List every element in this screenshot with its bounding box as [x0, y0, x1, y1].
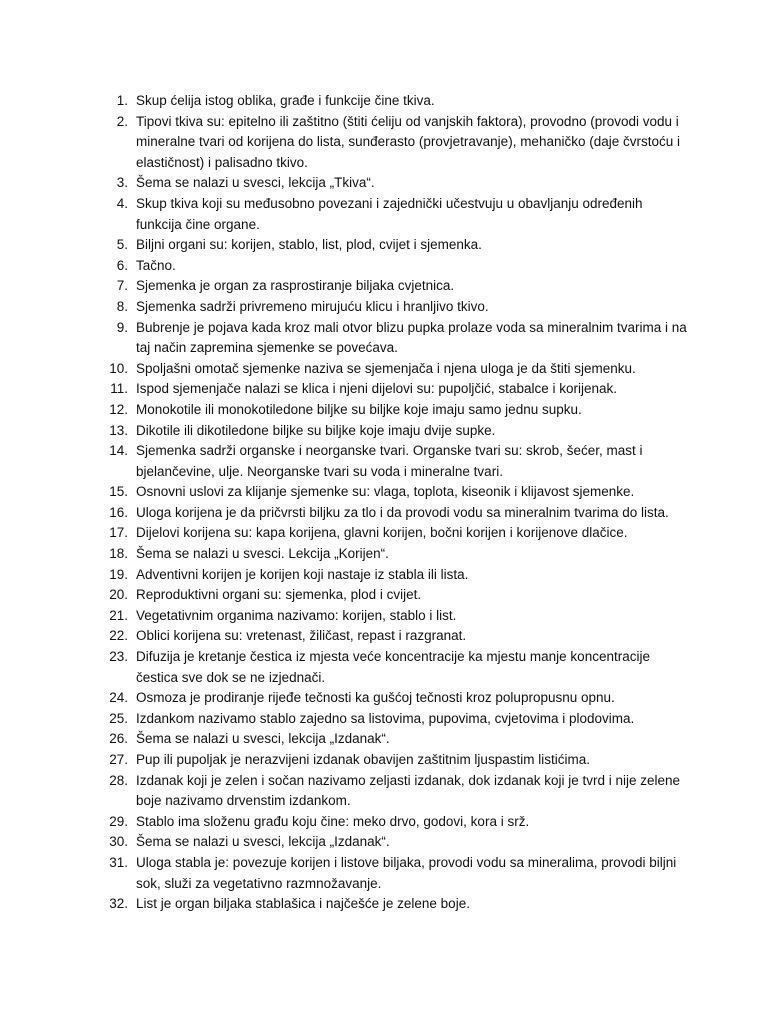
numbered-answer-list — [0, 91, 768, 915]
list-item — [0, 297, 691, 318]
list-item-text: Vegetativnim organima nazivamo: korijen, stablo i list. — [136, 607, 457, 623]
list-item-number: 27. — [109, 752, 128, 767]
list-item — [0, 812, 691, 833]
list-item — [0, 441, 691, 482]
list-item — [0, 853, 691, 894]
list-item-text: Dijelovi korijena su: kapa korijena, glavni korijen, bočni korijen i korijenove dlačice. — [136, 525, 628, 541]
list-item-text: Spoljašni omotač sjemenke naziva se sjemenjača i njena uloga je da štiti sjemenku. — [136, 360, 636, 376]
list-item-text: List je organ biljaka stablašica i najčešće je zelene boje. — [136, 896, 470, 912]
list-item-number: 31. — [109, 854, 128, 870]
list-item — [0, 112, 691, 174]
list-item-number: 2. — [116, 113, 128, 129]
list-item — [0, 235, 691, 256]
list-item-number: 28. — [109, 772, 128, 788]
list-item-text: Tipovi tkiva su: epitelno ili zaštitno (štiti ćeliju od vanjskih faktora), provodno (provodi vodu i mineralne tvari od korijena do lista, sunđerasto (provjetravanje), mehaničko (daje čvrstoću i elastičnost) i palisadno tkivo. — [136, 113, 681, 170]
list-item-text: Skup ćelija istog oblika, građe i funkcije čine tkiva. — [136, 93, 435, 108]
list-item — [0, 771, 691, 812]
list-item-number: 21. — [109, 607, 128, 623]
list-item-text: Bubrenje je pojava kada kroz mali otvor blizu pupka prolaze voda sa mineralnim tvarima i na taj način zapremina sjemenke se povećava. — [136, 319, 687, 356]
list-item-number: 10. — [109, 360, 128, 376]
list-item-number: 24. — [109, 690, 128, 706]
list-item — [0, 359, 691, 380]
list-item — [0, 379, 691, 400]
list-item-number: 16. — [109, 504, 128, 520]
list-item-number: 3. — [116, 175, 128, 191]
list-item-number: 11. — [110, 381, 128, 397]
list-item-number: 7. — [116, 278, 128, 294]
list-item-number: 18. — [109, 546, 128, 562]
list-item — [0, 173, 691, 194]
list-item-text: Difuzija je kretanje čestica iz mjesta veće koncentracije ka mjestu manje koncentracije čestica sve dok se ne izjednači. — [136, 649, 650, 685]
list-item — [0, 503, 691, 524]
list-item-number: 29. — [109, 813, 128, 829]
list-item — [0, 750, 691, 771]
list-item-number: 25. — [109, 710, 128, 726]
list-item-text: Pup ili pupoljak je nerazvijeni izdanak obavijen zaštitnim ljuspastim listićima. — [136, 752, 590, 767]
list-item — [0, 194, 691, 235]
list-item-number: 4. — [116, 195, 128, 211]
list-item — [0, 565, 691, 586]
list-item-text: Stablo ima složenu građu koju čine: meko drvo, godovi, kora i srž. — [136, 813, 530, 829]
list-item-text: Izdanak koji je zelen i sočan nazivamo zeljasti izdanak, dok izdanak koji je tvrd i nije zelene boje nazivamo drvenstim izdankom. — [136, 772, 681, 809]
list-item — [0, 606, 691, 627]
list-item-text: Šema se nalazi u svesci, lekcija „Izdanak“. — [136, 834, 390, 850]
list-item-text: Adventivni korijen je korijen koji nastaje iz stabla ili lista. — [136, 566, 469, 582]
list-item-number: 17. — [109, 525, 128, 541]
list-item — [0, 318, 691, 359]
list-item-text: Dikotile ili dikotiledone bilјke su biljke koje imaju dvije supke. — [136, 422, 496, 438]
list-item-text: Šema se nalazi u svesci, lekcija „Izdanak“. — [136, 731, 390, 747]
list-item — [0, 523, 691, 544]
list-item-number: 32. — [109, 896, 128, 912]
list-item-text: Osnovni uslovi za klijanje sjemenke su: vlaga, toplota, kiseonik i klijavost sjemenke. — [136, 484, 635, 500]
list-item-number: 23. — [109, 649, 128, 665]
list-item-number: 26. — [109, 731, 128, 747]
list-item — [0, 729, 691, 750]
list-item-text: Sjemenka sadrži organske i neorganske tvari. Organske tvari su: skrob, šećer, mast i bjelančevine, ulje. Neorganske tvari su voda i mineralne tvari. — [136, 443, 643, 479]
list-item — [0, 256, 691, 277]
list-item — [0, 688, 691, 709]
list-item-text: Skup tkiva koji su međusobno povezani i zajednički učestvuju u obavljanju određenih funkcija čine organe. — [136, 195, 643, 232]
list-item-text: Tačno. — [136, 257, 176, 273]
list-item — [0, 482, 691, 503]
document-page — [0, 91, 768, 915]
list-item — [0, 894, 691, 915]
list-item — [0, 709, 691, 730]
list-item-number: 14. — [109, 443, 128, 459]
list-item — [0, 421, 691, 442]
list-item — [0, 91, 691, 112]
list-item-number: 1. — [116, 93, 128, 108]
list-item-number: 20. — [109, 587, 128, 603]
list-item — [0, 276, 691, 297]
list-item — [0, 832, 691, 853]
list-item-text: Šema se nalazi u svesci. Lekcija „Korijen“. — [136, 546, 389, 562]
list-item-text: Ispod sjemenjače nalazi se klica i njeni dijelovi su: pupoljčić, stabalce i korijenak. — [136, 381, 617, 397]
list-item — [0, 585, 691, 606]
list-item-text: Monokotile ili monokotiledone biljke su biljke koje imaju samo jednu supku. — [136, 401, 582, 417]
list-item-number: 8. — [116, 298, 128, 314]
list-item-number: 22. — [109, 628, 128, 644]
list-item — [0, 626, 691, 647]
list-item — [0, 544, 691, 565]
list-item-text: Biljni organi su: korijen, stablo, list, plod, cvijet i sjemenka. — [136, 237, 482, 253]
list-item-number: 6. — [116, 257, 128, 273]
list-item-text: Uloga korijena je da pričvrsti biljku za tlo i da provodi vodu sa mineralnim tvarima do lista. — [136, 504, 669, 520]
list-item-number: 30. — [109, 834, 128, 850]
list-item-text: Šema se nalazi u svesci, lekcija „Tkiva“. — [136, 175, 375, 191]
list-item-text: Reproduktivni organi su: sjemenka, plod i cvijet. — [136, 587, 422, 603]
list-item-number: 19. — [109, 566, 128, 582]
list-item — [0, 647, 691, 688]
list-item-text: Uloga stabla je: povezuje korijen i listove biljaka, provodi vodu sa mineralima, provodi biljni sok, služi za vegetativno razmnožavanje. — [136, 854, 677, 891]
list-item-number: 13. — [109, 422, 128, 438]
list-item-text: Osmoza je prodiranje rijeđe tečnosti ka gušćoj tečnosti kroz polupropusnu opnu. — [136, 690, 615, 706]
list-item-number: 12. — [109, 401, 128, 417]
list-item — [0, 400, 691, 421]
list-item-text: Oblici korijena su: vretenast, žiličast, repast i razgranat. — [136, 628, 467, 644]
list-item-text: Sjemenka sadrži privremeno mirujuću klicu i hranljivo tkivo. — [136, 298, 489, 314]
list-item-number: 15. — [109, 484, 128, 500]
list-item-number: 5. — [116, 237, 128, 253]
list-item-text: Sjemenka je organ za rasprostiranje biljaka cvjetnica. — [136, 278, 455, 294]
list-item-text: Izdankom nazivamo stablo zajedno sa listovima, pupovima, cvjetovima i plodovima. — [136, 710, 635, 726]
list-item-number: 9. — [116, 319, 128, 335]
